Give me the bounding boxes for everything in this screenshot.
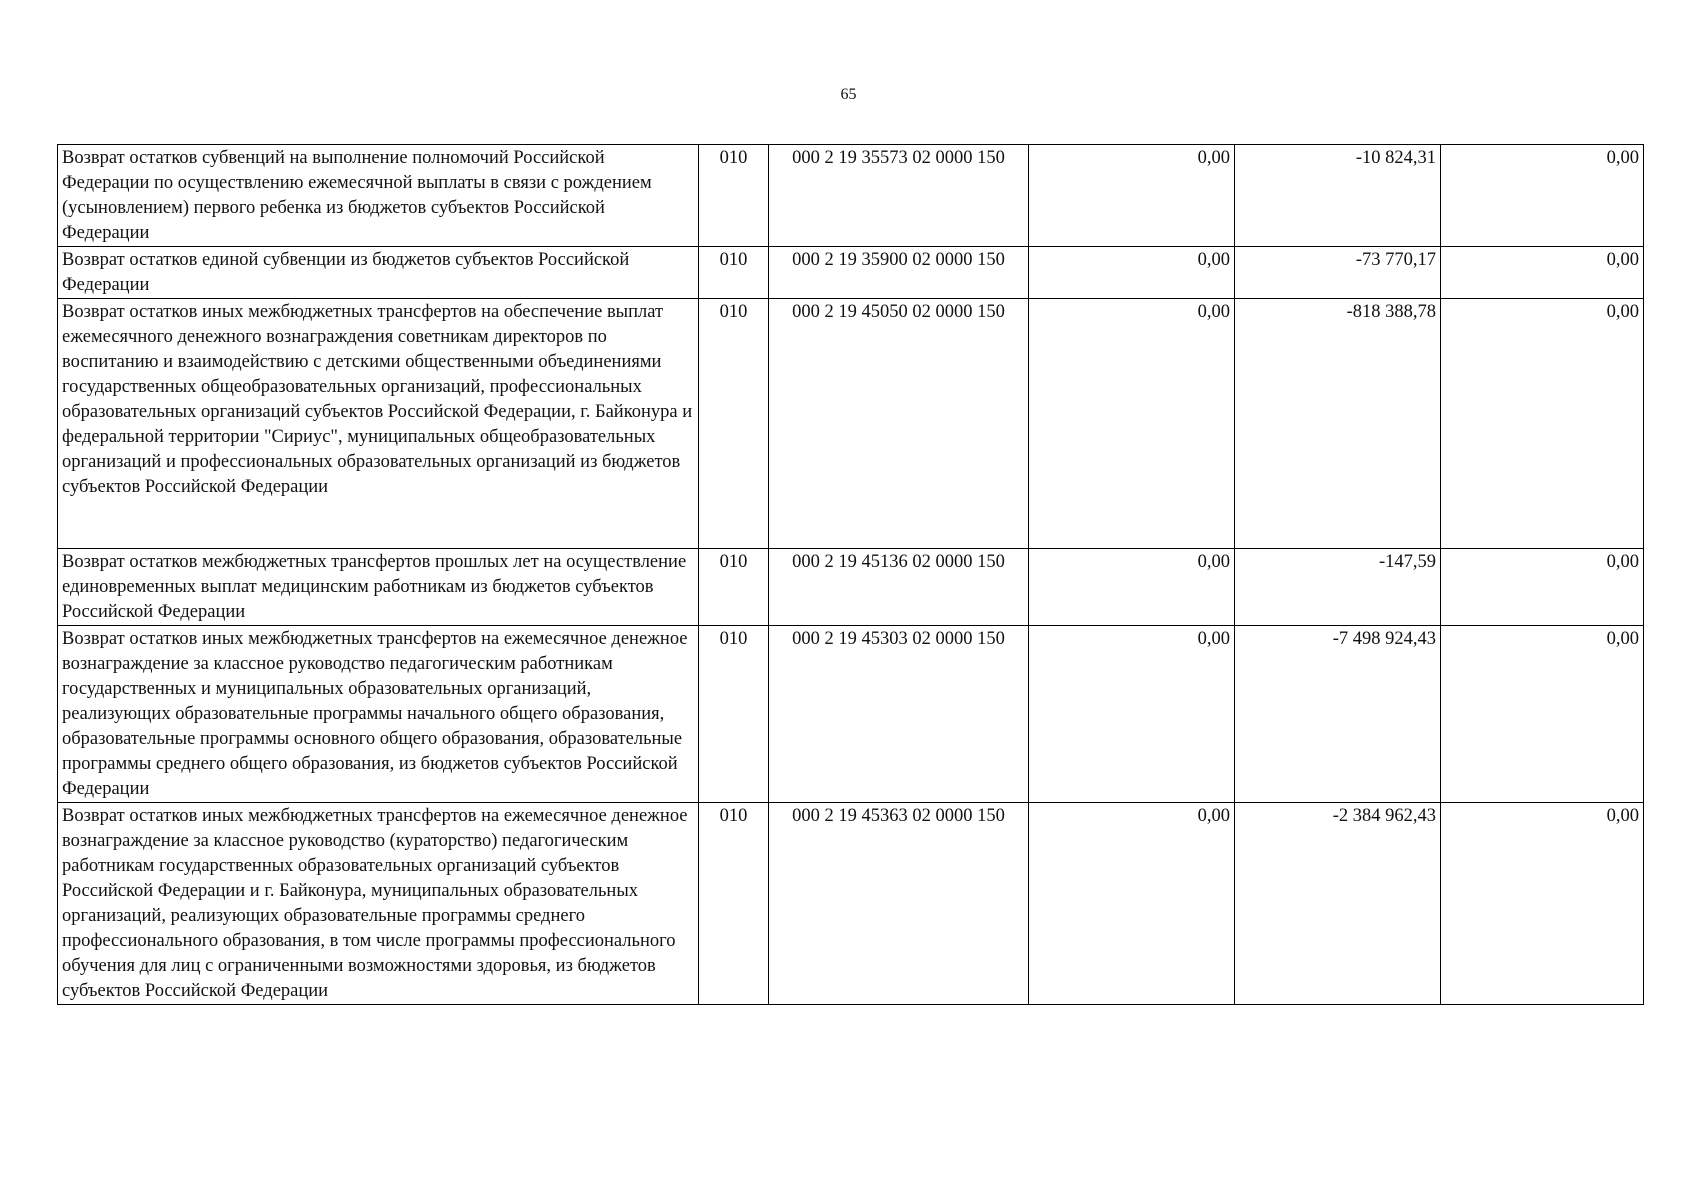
- row-name-cell: Возврат остатков иных межбюджетных трансфертов на ежемесячное денежное вознаграждение за классное руководство педагогическим работникам государственных и муниципальных образовательных организаций, реализующих образовательные программы начального общего образования, образовательные программы основного общего образования, образовательные программы среднего общего образования, из бюджетов субъектов Российской Федерации: [58, 626, 699, 803]
- value-3-cell: 0,00: [1441, 803, 1644, 1005]
- value-3-cell: 0,00: [1441, 299, 1644, 549]
- value-3-cell: 0,00: [1441, 247, 1644, 299]
- classification-code-cell: 000 2 19 35900 02 0000 150: [769, 247, 1029, 299]
- classification-code-cell: 000 2 19 45303 02 0000 150: [769, 626, 1029, 803]
- classification-code-cell: 000 2 19 45363 02 0000 150: [769, 803, 1029, 1005]
- page-number: 65: [840, 86, 857, 103]
- value-2-cell: -73 770,17: [1235, 247, 1441, 299]
- row-name-cell: Возврат остатков единой субвенции из бюджетов субъектов Российской Федерации: [58, 247, 699, 299]
- value-1-cell: 0,00: [1029, 145, 1235, 247]
- value-2-cell: -818 388,78: [1235, 299, 1441, 549]
- value-1-cell: 0,00: [1029, 299, 1235, 549]
- classification-code-cell: 000 2 19 45050 02 0000 150: [769, 299, 1029, 549]
- value-2-cell: -2 384 962,43: [1235, 803, 1441, 1005]
- classification-code-cell: 000 2 19 35573 02 0000 150: [769, 145, 1029, 247]
- value-1-cell: 0,00: [1029, 803, 1235, 1005]
- value-3-cell: 0,00: [1441, 626, 1644, 803]
- admin-code-cell: 010: [699, 299, 769, 549]
- table-row: [58, 247, 1644, 299]
- value-2-cell: -10 824,31: [1235, 145, 1441, 247]
- classification-code-cell: 000 2 19 45136 02 0000 150: [769, 549, 1029, 626]
- table-row: [58, 626, 1644, 803]
- row-name-cell: Возврат остатков иных межбюджетных трансфертов на ежемесячное денежное вознаграждение за классное руководство (кураторство) педагогическим работникам государственных образовательных организаций субъектов Российской Федерации и г. Байконура, муниципальных образовательных организаций, реализующих образовательные программы среднего профессионального образования, в том числе программы профессионального обучения для лиц с ограниченными возможностями здоровья, из бюджетов субъектов Российской Федерации: [58, 803, 699, 1005]
- value-3-cell: 0,00: [1441, 549, 1644, 626]
- value-3-cell: 0,00: [1441, 145, 1644, 247]
- table-row: [58, 549, 1644, 626]
- value-1-cell: 0,00: [1029, 549, 1235, 626]
- row-name-cell: Возврат остатков субвенций на выполнение полномочий Российской Федерации по осуществлению ежемесячной выплаты в связи с рождением (усыновлением) первого ребенка из бюджетов субъектов Российской Федерации: [58, 145, 699, 247]
- table-row: [58, 145, 1644, 247]
- budget-returns-table: [57, 144, 1644, 1005]
- table-row: [58, 803, 1644, 1005]
- value-1-cell: 0,00: [1029, 247, 1235, 299]
- table-row: [58, 299, 1644, 549]
- value-1-cell: 0,00: [1029, 626, 1235, 803]
- admin-code-cell: 010: [699, 145, 769, 247]
- admin-code-cell: 010: [699, 626, 769, 803]
- value-2-cell: -147,59: [1235, 549, 1441, 626]
- admin-code-cell: 010: [699, 549, 769, 626]
- value-2-cell: -7 498 924,43: [1235, 626, 1441, 803]
- admin-code-cell: 010: [699, 247, 769, 299]
- row-name-cell: Возврат остатков межбюджетных трансфертов прошлых лет на осуществление единовременных выплат медицинским работникам из бюджетов субъектов Российской Федерации: [58, 549, 699, 626]
- row-name-cell: Возврат остатков иных межбюджетных трансфертов на обеспечение выплат ежемесячного денежного вознаграждения советникам директоров по воспитанию и взаимодействию с детскими общественными объединениями государственных общеобразовательных организаций, профессиональных образовательных организаций субъектов Российской Федерации, г. Байконура и федеральной территории "Сириус", муниципальных общеобразовательных организаций и профессиональных образовательных организаций из бюджетов субъектов Российской Федерации: [58, 299, 699, 549]
- admin-code-cell: 010: [699, 803, 769, 1005]
